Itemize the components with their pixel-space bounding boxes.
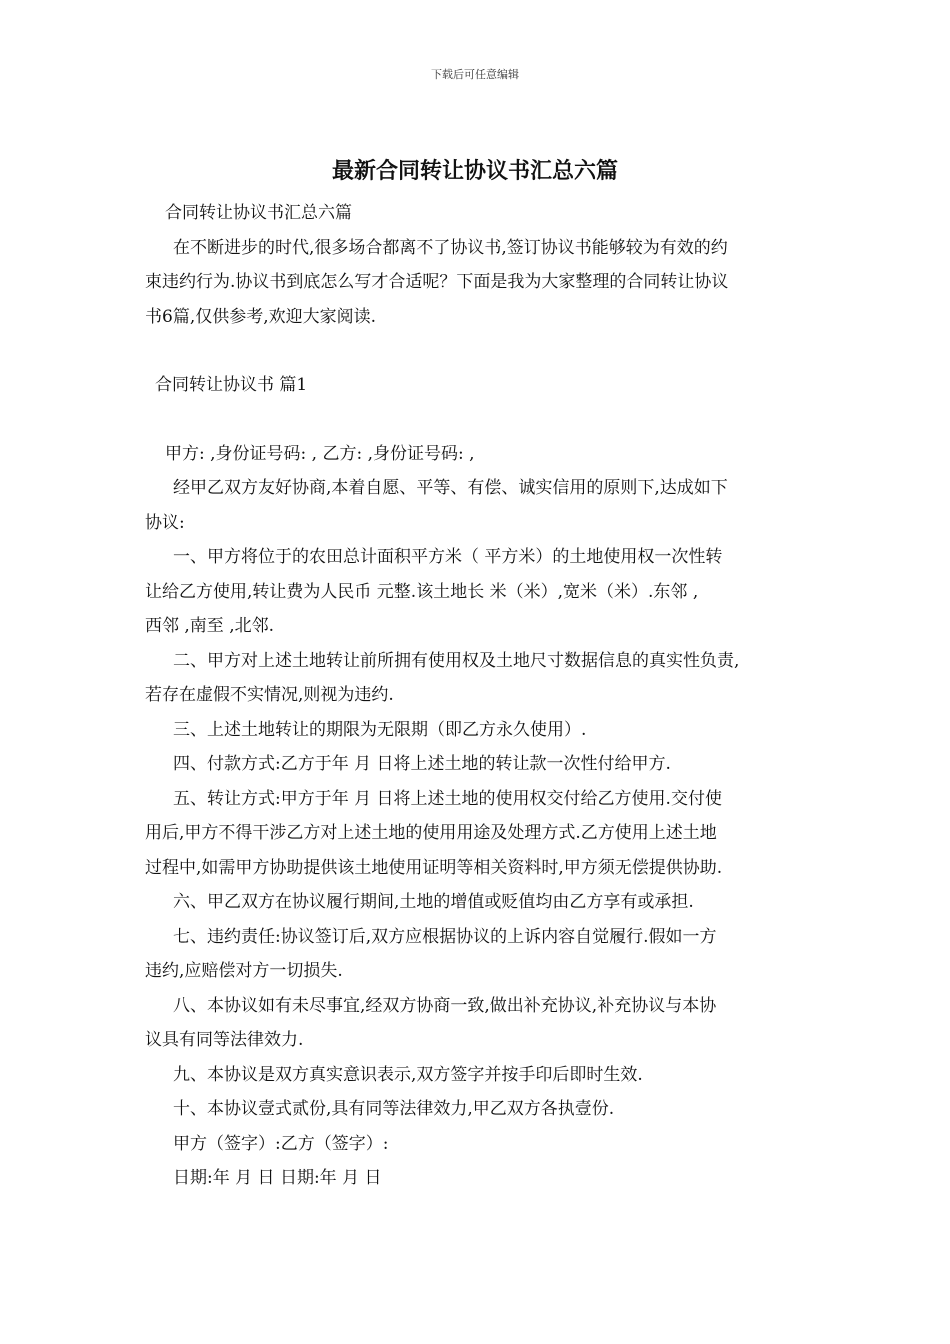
- signature-line: 甲方（签字）:乙方（签字）:: [173, 1133, 389, 1154]
- clause-line: 用后,甲方不得干涉乙方对上述土地的使用用途及处理方式.乙方使用上述土地: [145, 823, 717, 843]
- clause-line: 四、付款方式:乙方于年 月 日将上述土地的转让款一次性付给甲方.: [173, 754, 671, 774]
- clause-line: 七、违约责任:协议签订后,双方应根据协议的上诉内容自觉履行.假如一方: [173, 926, 717, 947]
- clause-line: 经甲乙双方友好协商,本着自愿、平等、有偿、诚实信用的原则下,达成如下: [173, 478, 728, 498]
- date-line: 日期:年 月 日 日期:年 月 日: [173, 1168, 382, 1188]
- clause-line: 五、转让方式:甲方于年 月 日将上述土地的使用权交付给乙方使用.交付使: [173, 788, 722, 809]
- clause-line: 六、甲乙双方在协议履行期间,土地的增值或贬值均由乙方享有或承担.: [173, 892, 694, 912]
- clause-line: 十、本协议壹式贰份,具有同等法律效力,甲乙双方各执壹份.: [173, 1099, 615, 1119]
- intro-line: 束违约行为.协议书到底怎么写才合适呢？下面是我为大家整理的合同转让协议: [145, 272, 729, 292]
- section-heading: 合同转让协议书 篇1: [155, 375, 308, 395]
- clause-line: 议具有同等法律效力.: [145, 1030, 304, 1050]
- clause-line: 协议:: [145, 512, 185, 533]
- document-body: [145, 196, 813, 1196]
- clause-line: 一、甲方将位于的农田总计面积平方米（ 平方米）的土地使用权一次性转: [173, 547, 723, 567]
- intro-line: 在不断进步的时代,很多场合都离不了协议书,签订协议书能够较为有效的约: [173, 237, 728, 258]
- subtitle: 合同转让协议书汇总六篇: [165, 203, 352, 223]
- clause-line: 违约,应赔偿对方一切损失.: [145, 961, 343, 981]
- document-title: 最新合同转让协议书汇总六篇: [331, 158, 618, 184]
- clause-line: 三、上述土地转让的期限为无限期（即乙方永久使用）.: [173, 719, 587, 740]
- clause-line: 西邻 ,南至 ,北邻.: [145, 616, 275, 636]
- clause-line: 过程中,如需甲方协助提供该土地使用证明等相关资料时,甲方须无偿提供协助.: [145, 857, 723, 878]
- clause-line: 八、本协议如有未尽事宜,经双方协商一致,做出补充协议,补充协议与本协: [173, 995, 717, 1016]
- clause-line: 让给乙方使用,转让费为人民币 元整.该土地长 米（米）,宽米（米）.东邻 ,: [145, 581, 699, 602]
- clause-line: 二、甲方对上述土地转让前所拥有使用权及土地尺寸数据信息的真实性负责,: [173, 650, 740, 671]
- clause-line: 若存在虚假不实情况,则视为违约.: [145, 685, 394, 705]
- intro-line: 书6篇,仅供参考,欢迎大家阅读.: [145, 306, 377, 327]
- clause-line: 九、本协议是双方真实意识表示,双方签字并按手印后即时生效.: [173, 1064, 643, 1085]
- header-note: 下载后可任意编辑: [431, 68, 519, 81]
- parties-line: 甲方: ,身份证号码: , 乙方: ,身份证号码: ,: [165, 443, 475, 464]
